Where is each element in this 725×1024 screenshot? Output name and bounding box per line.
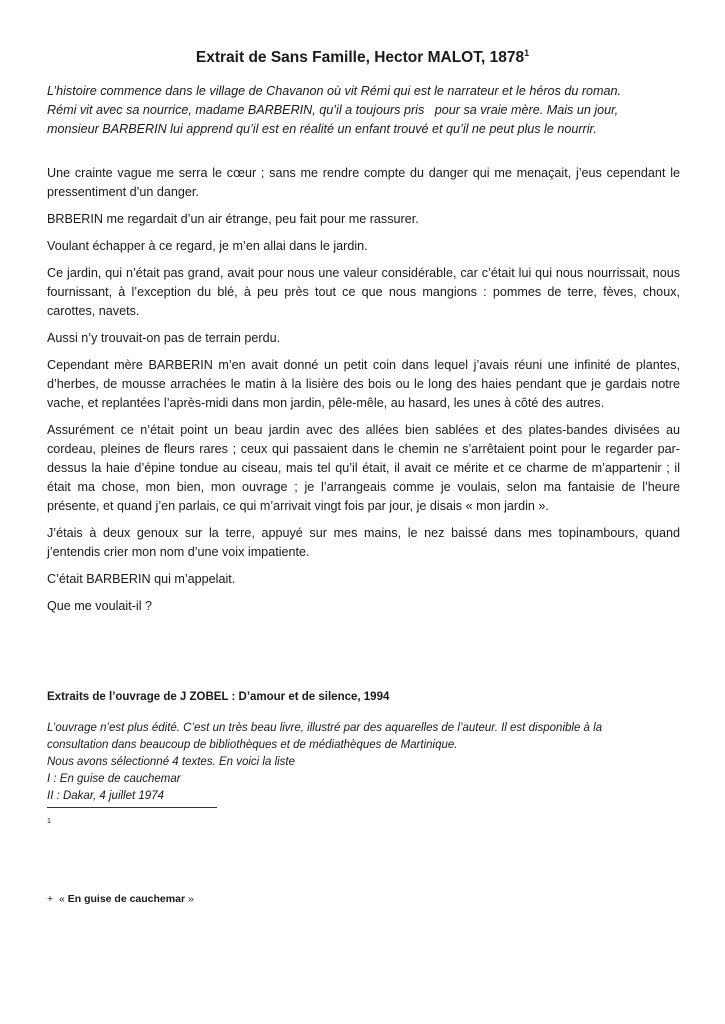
paragraph: J’étais à deux genoux sur la terre, appuyé sur mes mains, le nez baissé dans mes topinambours, quand j’entendis crier mon nom d’une voix impatiente. bbox=[47, 526, 680, 559]
excerpt-body bbox=[47, 164, 680, 624]
footnote-separator bbox=[47, 807, 217, 808]
paragraph: Ce jardin, qui n’était pas grand, avait pour nous une valeur considérable, car c’était lui qui nous nourrissait, nous fournissant, à l’exception du blé, à peu près tout ce que nous mangions : pommes de terre, fèves, choux, carottes, navets. bbox=[47, 266, 680, 318]
title-text: Extrait de Sans Famille, Hector MALOT, 1878 bbox=[195, 49, 525, 67]
paragraph: Que me voulait-il ? bbox=[47, 599, 152, 613]
section-intro-line: consultation dans beaucoup de bibliothèques et de médiathèques de Martinique. bbox=[47, 739, 458, 751]
intro-summary bbox=[47, 82, 677, 139]
section-intro-line: I : En guise de cauchemar bbox=[47, 773, 181, 785]
page-title bbox=[0, 48, 725, 67]
paragraph: Assurément ce n’était point un beau jardin avec des allées bien sablées et des plates-bandes divisées au cordeau, pleines de fleurs rares ; ceux qui passaient dans le chemin ne s’arrêtaient point pour le regarder par-dessus la haie d’épine tondue au ciseau, mais tel qu’il était, il avait ce mérite et ce charme de m’appartenir ; il était ma chose, mon bien, mon ouvrage ; je l’arrangeais comme je voulais, selon ma fantaisie de l’heure présente, et quand j’en parlais, ce qui m’arrivait vingt fois par jour, je disais « mon jardin ». bbox=[47, 423, 680, 513]
section-intro-line: Nous avons sélectionné 4 textes. En voici la liste bbox=[47, 756, 296, 768]
paragraph: C’était BARBERIN qui m’appelait. bbox=[47, 572, 236, 586]
footnote-reference: 1 bbox=[524, 48, 530, 58]
paragraph: BRBERIN me regardait d’un air étrange, peu fait pour me rassurer. bbox=[47, 212, 419, 226]
list-prefix: + « bbox=[47, 893, 68, 905]
intro-line: L’histoire commence dans le village de Chavanon où vit Rémi qui est le narrateur et le héros du roman. bbox=[47, 84, 622, 98]
list-suffix: » bbox=[185, 893, 194, 905]
paragraph: Aussi n’y trouvait-on pas de terrain perdu. bbox=[47, 331, 281, 345]
intro-line: Rémi vit avec sa nourrice, madame BARBERIN, qu’il a toujours pris pour sa vraie mère. Mais un jour, bbox=[47, 103, 619, 117]
section-intro bbox=[47, 720, 687, 805]
section-intro-line: II : Dakar, 4 juillet 1974 bbox=[47, 790, 164, 802]
paragraph: Voulant échapper à ce regard, je m’en allai dans le jardin. bbox=[47, 239, 368, 253]
text-list-item bbox=[47, 893, 194, 905]
section-title: Extraits de l’ouvrage de J ZOBEL : D’amour et de silence, 1994 bbox=[47, 691, 390, 703]
paragraph: Une crainte vague me serra le cœur ; sans me rendre compte du danger qui me menaçait, j’eus cependant le pressentiment d’un danger. bbox=[47, 166, 680, 199]
footnote-mark: 1 bbox=[47, 818, 51, 825]
list-item-title: En guise de cauchemar bbox=[67, 893, 186, 905]
paragraph: Cependant mère BARBERIN m’en avait donné un petit coin dans lequel j’avais réuni une infinité de plantes, d’herbes, de mousse arrachées le matin à la lisière des bois ou le long des haies pendant que je gardais notre vache, et replantées l’après-midi dans mon jardin, pêle-mêle, au hasard, les unes à côté des autres. bbox=[47, 358, 680, 410]
intro-line: monsieur BARBERIN lui apprend qu’il est en réalité un enfant trouvé et qu’il ne peut plus le nourrir. bbox=[47, 122, 597, 136]
section-intro-line: L’ouvrage n’est plus édité. C’est un très beau livre, illustré par des aquarelles de l’auteur. Il est disponible à la bbox=[47, 722, 603, 734]
